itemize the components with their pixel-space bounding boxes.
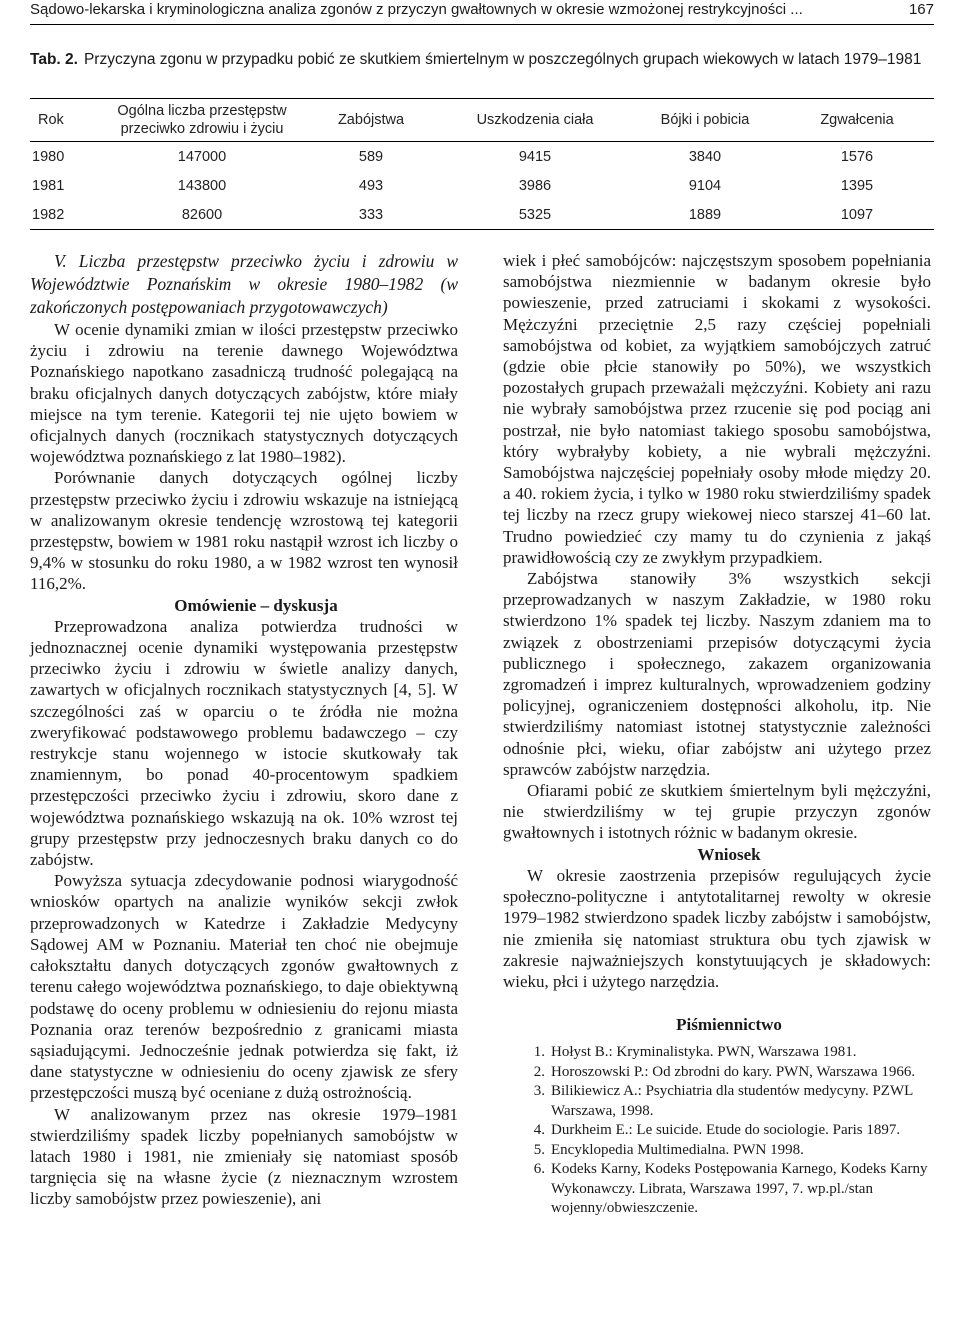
reference-item bbox=[503, 1043, 931, 1063]
table-header-cell: Rok bbox=[30, 99, 102, 142]
reference-text: Bilikiewicz A.: Psychiatria dla studentów medycyny. PZWL Warszawa, 1998. bbox=[551, 1083, 913, 1119]
reference-number: 5. bbox=[533, 1141, 545, 1158]
table-caption bbox=[30, 50, 921, 70]
table-cell: 147000 bbox=[177, 148, 227, 165]
running-header bbox=[30, 0, 934, 25]
reference-number: 4. bbox=[533, 1122, 545, 1139]
table-header-cell: Zabójstwa bbox=[302, 99, 440, 142]
table-cell: 3840 bbox=[688, 148, 722, 165]
table-cell: 1981 bbox=[32, 177, 65, 194]
table-header-row bbox=[30, 99, 934, 142]
right-column bbox=[503, 250, 931, 1219]
reference-text: Encyklopedia Multimedialna. PWN 1998. bbox=[551, 1141, 804, 1158]
reference-text: Hołyst B.: Kryminalistyka. PWN, Warszawa 1981. bbox=[551, 1044, 857, 1061]
reference-number: 1. bbox=[533, 1044, 545, 1061]
reference-text: Horoszowski P.: Od zbrodni do kary. PWN, Warszawa 1966. bbox=[551, 1063, 916, 1080]
section-heading: V. Liczba przestępstw przeciwko życiu i zdrowiu w Województwie Poznańskim w okresie 1980–1982 (w zakończonych postępowaniach przygotowawczych) bbox=[30, 251, 458, 317]
table-cell: 3986 bbox=[518, 177, 552, 194]
table-cell: 1395 bbox=[840, 177, 874, 194]
page-number: 167 bbox=[908, 1, 934, 18]
data-table bbox=[30, 98, 934, 230]
table-caption-text: Przyczyna zgonu w przypadku pobić ze skutkiem śmiertelnym w poszczególnych grupach wiekowych w latach 1979–1981 bbox=[83, 51, 922, 68]
paragraph: Porównanie danych dotyczących ogólnej liczby przestępstw przeciwko życiu i zdrowiu wskazuje na istniejącą w analizowanym okresie tendencję wzrostową tej kategorii przestępstw, bowiem w 1981 roku nastąpił wzrost ich liczby o 9,4% w stosunku do roku 1980, a w 1982 wzrost ten wynosił 116,2%. bbox=[30, 468, 458, 594]
table-cell: 1889 bbox=[630, 200, 780, 230]
table-cell: 1097 bbox=[780, 200, 934, 230]
references-list bbox=[503, 1043, 931, 1219]
table-header-cell: Uszkodzenia ciała bbox=[440, 99, 630, 142]
table-cell: 143800 bbox=[177, 177, 227, 194]
paragraph: W ocenie dynamiki zmian w ilości przestępstw przeciwko życiu i zdrowiu na terenie dawnego Województwa Poznańskiego napotkano zasadniczą trudność polegającą na braku oficjalnych danych dotyczących zabójstw, które miały miejsce na tym terenie. Kategorii tej nie ujęto bowiem w oficjalnych danych (rocznikach statystycznych dotyczących województwa poznańskiego z lat 1980–1982). bbox=[30, 320, 458, 467]
table-cell: 1982 bbox=[30, 200, 102, 230]
reference-item bbox=[503, 1141, 931, 1161]
reference-number: 3. bbox=[533, 1083, 545, 1100]
table-header-cell: Ogólna liczba przestępstw przeciwko zdrowiu i życiu bbox=[102, 99, 302, 142]
reference-text: Durkheim E.: Le suicide. Etude do sociologie. Paris 1897. bbox=[551, 1122, 901, 1139]
table-cell: 1576 bbox=[840, 148, 874, 165]
table-cell: 9415 bbox=[518, 148, 552, 165]
table-cell: 82600 bbox=[102, 200, 302, 230]
table-row bbox=[30, 171, 934, 200]
paragraph: W analizowanym przez nas okresie 1979–1981 stwierdziliśmy spadek liczby popełnianych samobójstw w latach 1980 i 1981, nie zmieniały się natomiast sposób targnięcia się na własne życie (z nieznacznym wzrostem liczby samobójstw przez powieszenie), ani bbox=[30, 1104, 458, 1209]
table-cell: 333 bbox=[302, 200, 440, 230]
paragraph: W okresie zaostrzenia przepisów regulujących życie społeczno-polityczne i antytotalitarnej rewolty w okresie 1979–1982 stwierdzono spadek liczby zabójstw i samobójstw, nie zmieniła się natomiast struktura obu tych zjawisk w zakresie najważniejszych konstytuujących je składowych: wieku, płci i użytego narzędzia. bbox=[503, 865, 931, 991]
table-cell: 589 bbox=[358, 148, 384, 165]
running-title: Sądowo-lekarska i kryminologiczna analiza zgonów z przyczyn gwałtownych w okresie wzmożonej restrykcyjności ... bbox=[30, 1, 803, 18]
table-cell: 5325 bbox=[440, 200, 630, 230]
paragraph: Zabójstwa stanowiły 3% wszystkich sekcji przeprowadzanych w naszym Zakładzie, w 1980 roku stwierdzono 1% spadek tej liczby. Naszym zdaniem ma to związek z obostrzeniami przepisów dotyczącymi życia publicznego i społecznego, zakazem organizowania zgromadzeń i imprez kulturalnych, wprowadzeniem godziny policyjnej, ograniczeniem dostępności alkoholu, itp. Nie stwierdziliśmy natomiast istotnej statystycznie zależności odnośnie płci, wieku, ofiar zabójstw ani użytego przez sprawców zabójstw narzędzia. bbox=[503, 569, 931, 779]
reference-item bbox=[503, 1160, 931, 1219]
left-column bbox=[30, 250, 458, 1210]
table-row bbox=[30, 142, 934, 172]
reference-number: 2. bbox=[533, 1063, 545, 1080]
paragraph: wiek i płeć samobójców: najczęstszym sposobem popełniania samobójstwa niezmiennie w badanym okresie było powieszenie, przed zatruciami i skokami z wysokości. Mężczyźni przeciętnie 2,5 razy częściej popełniali samobójstwa od kobiet, za wyjątkiem samobójczych zatruć (gdzie obie płcie stanowiły po 50%), we wszystkich pozostałych grupach przeważali mężczyźni. Kobiety ani razu nie wybrały samobójstwa przez rzucenie się pod pociąg ani postrzał, nie było natomiast takiego sposobu samobójstwa, który wybrałyby kobiety, a nie wybrali mężczyźni. Samobójstwa najczęściej popełniały osoby młode między 20. a 40. rokiem życia, i tylko w 1980 roku stwierdziliśmy spadek tej liczby na rzecz grupy wiekowej nieco starszej 41–60 lat. Trudno powiedzieć czy mamy tu do czynienia z jakąś prawidłowością czy ze zwykłym przypadkiem. bbox=[503, 251, 931, 567]
reference-text: Kodeks Karny, Kodeks Postępowania Karnego, Kodeks Karny Wykonawczy. Librata, Warszawa 1997, 7. wp.pl./stan wojenny/obwieszczenie. bbox=[551, 1161, 928, 1217]
table-header-cell: Bójki i pobicia bbox=[630, 99, 780, 142]
discussion-heading: Omówienie – dyskusja bbox=[174, 595, 338, 615]
paragraph: Powyższa sytuacja zdecydowanie podnosi wiarygodność wniosków opartych na analizie wyników sekcji zwłok przeprowadzonych w Katedrze i Zakładzie Medycyny Sądowej AM w Poznaniu. Materiał ten choć nie obejmuje całokształtu danych dotyczących zgonów gwałtownych z terenu całego województwa poznańskiego, to daje obiektywną podstawę do oceny problemu w odniesieniu do rejonu miasta Poznania oraz terenów bezpośrednio z granicami miasta sąsiadującymi. Jednocześnie jednak potwierdza się fakt, iż dane statystyczne w odniesieniu do oceny zjawisk ze sfery przestępczości muszą być oceniane z dużą ostrożnością. bbox=[30, 871, 458, 1103]
paragraph: Przeprowadzona analiza potwierdza trudności w jednoznacznej ocenie dynamiki występowania przestępstw przeciwko życiu i zdrowiu w świetle analizy danych, zawartych w oficjalnych rocznikach statystycznych [4, 5]. W szczególności zaś w oparciu o te źródła nie można zweryfikować podstawowego problemu badawczego – czy restrykcje stanu wojennego w istocie skutkowały tak znamiennym, bo ponad 40-procentowym spadkiem przestępczości przeciwko życiu i zdrowiu, skoro dane z województwa poznańskiego wskazują na ok. 10% wzrost tej grupy przestępstw przy jednoczesnych braku danych co do zabójstw. bbox=[30, 616, 458, 870]
conclusion-heading: Wniosek bbox=[697, 844, 761, 864]
table-label: Tab. 2. bbox=[30, 51, 78, 68]
reference-item bbox=[503, 1082, 931, 1121]
reference-item bbox=[503, 1063, 931, 1083]
table-cell: 9104 bbox=[688, 177, 722, 194]
reference-number: 6. bbox=[533, 1161, 545, 1178]
reference-item bbox=[503, 1121, 931, 1141]
references-heading: Piśmiennictwo bbox=[676, 1015, 782, 1035]
table-row bbox=[30, 200, 934, 230]
table-header-cell: Zgwałcenia bbox=[780, 99, 934, 142]
table-cell: 1980 bbox=[32, 148, 65, 165]
table-cell: 493 bbox=[358, 177, 384, 194]
paragraph: Ofiarami pobić ze skutkiem śmiertelnym byli mężczyźni, nie stwierdziliśmy w tej grupie przyczyn zgonów gwałtownych i istotnych różnic w badanym okresie. bbox=[503, 781, 931, 843]
